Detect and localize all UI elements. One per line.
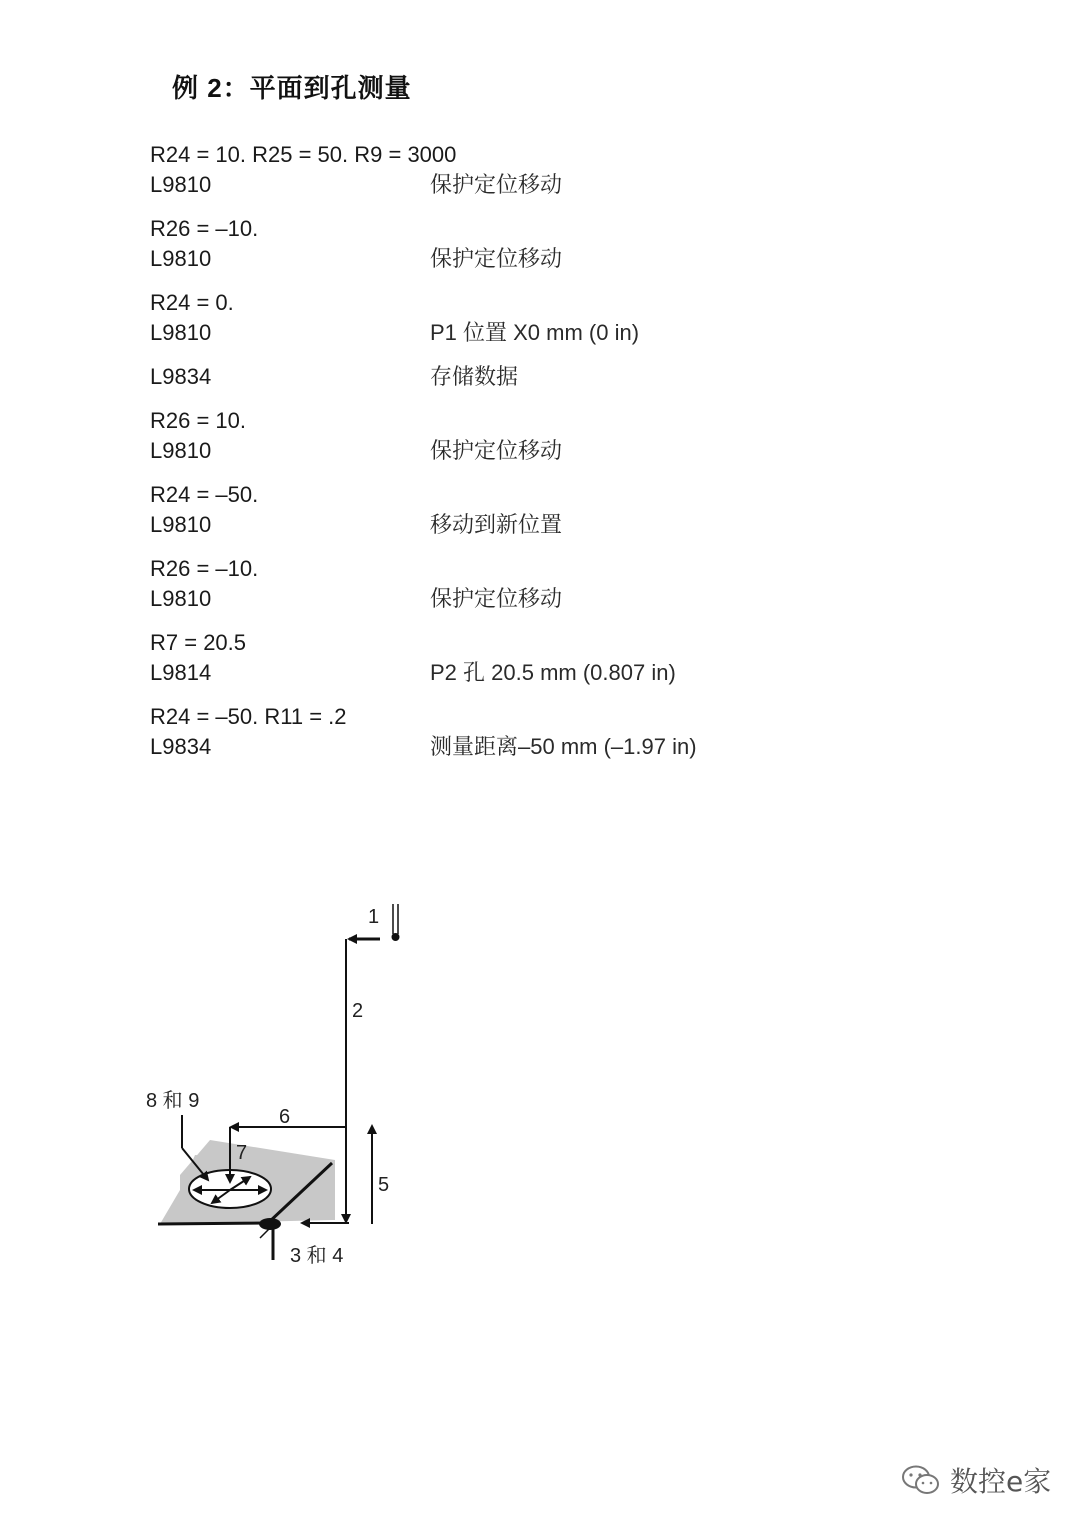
watermark [900, 1455, 1051, 1505]
program-line [150, 214, 910, 244]
program-line [150, 436, 910, 466]
program-line [150, 702, 910, 732]
program-line [150, 554, 910, 584]
program-comment: 保护定位移动 [430, 172, 563, 197]
program-line [150, 140, 910, 170]
program-comment: 存储数据 [430, 364, 519, 389]
program-line [150, 318, 910, 348]
program-line [150, 406, 910, 436]
program-code: R24 = 0. [150, 290, 234, 315]
program-line [150, 244, 910, 274]
program-comment: 保护定位移动 [430, 246, 563, 271]
program-code: L9834 [150, 364, 212, 389]
program-comment: 测量距离–50 mm (–1.97 in) [430, 734, 697, 759]
program-line [150, 732, 910, 762]
program-block [150, 362, 910, 392]
program-code: R7 = 20.5 [150, 630, 247, 655]
program-code: L9834 [150, 734, 212, 759]
program-code: R26 = –10. [150, 216, 259, 241]
program-code: L9810 [150, 246, 212, 271]
program-code: R24 = –50. [150, 482, 259, 507]
program-comment: 保护定位移动 [430, 438, 563, 463]
probe-path-diagram [140, 890, 560, 1280]
probe-tip-top [392, 933, 400, 941]
program-code: L9814 [150, 660, 212, 685]
wechat-icon [900, 1462, 942, 1498]
program-line [150, 658, 910, 688]
program-code: L9810 [150, 512, 212, 537]
program-listing [150, 140, 910, 776]
program-code: R24 = 10. R25 = 50. R9 = 3000 [150, 142, 457, 167]
program-code: L9810 [150, 172, 212, 197]
program-block [150, 288, 910, 348]
program-line [150, 628, 910, 658]
program-line [150, 288, 910, 318]
program-code: L9810 [150, 438, 212, 463]
program-comment: 保护定位移动 [430, 586, 563, 611]
label-step-6: 6 [279, 1106, 291, 1128]
program-code: L9810 [150, 320, 212, 345]
watermark-text: 数控e家 [950, 1465, 1052, 1498]
program-block [150, 628, 910, 688]
program-block [150, 480, 910, 540]
program-line [150, 480, 910, 510]
program-line [150, 584, 910, 614]
probe-contact-tick [260, 1228, 270, 1238]
program-code: R26 = –10. [150, 556, 259, 581]
program-line [150, 362, 910, 392]
program-line [150, 170, 910, 200]
program-comment: P2 孔 20.5 mm (0.807 in) [430, 660, 676, 685]
label-step-5: 5 [378, 1174, 390, 1196]
label-step-7: 7 [236, 1142, 248, 1164]
program-comment: 移动到新位置 [430, 512, 563, 537]
program-block [150, 702, 910, 762]
program-block [150, 214, 910, 274]
program-line [150, 510, 910, 540]
program-block [150, 406, 910, 466]
program-code: R24 = –50. R11 = .2 [150, 704, 347, 729]
program-code: R26 = 10. [150, 408, 247, 433]
page-title: 例 2：平面到孔测量 [172, 73, 412, 103]
program-block [150, 554, 910, 614]
label-step-2: 2 [352, 1000, 364, 1022]
program-block [150, 140, 910, 200]
label-step-1: 1 [368, 906, 380, 928]
program-code: L9810 [150, 586, 212, 611]
workpiece-bottom-edge [158, 1223, 268, 1224]
label-step-3-4: 3 和 4 [290, 1245, 344, 1267]
program-comment: P1 位置 X0 mm (0 in) [430, 320, 640, 345]
label-step-8-9: 8 和 9 [146, 1090, 200, 1112]
